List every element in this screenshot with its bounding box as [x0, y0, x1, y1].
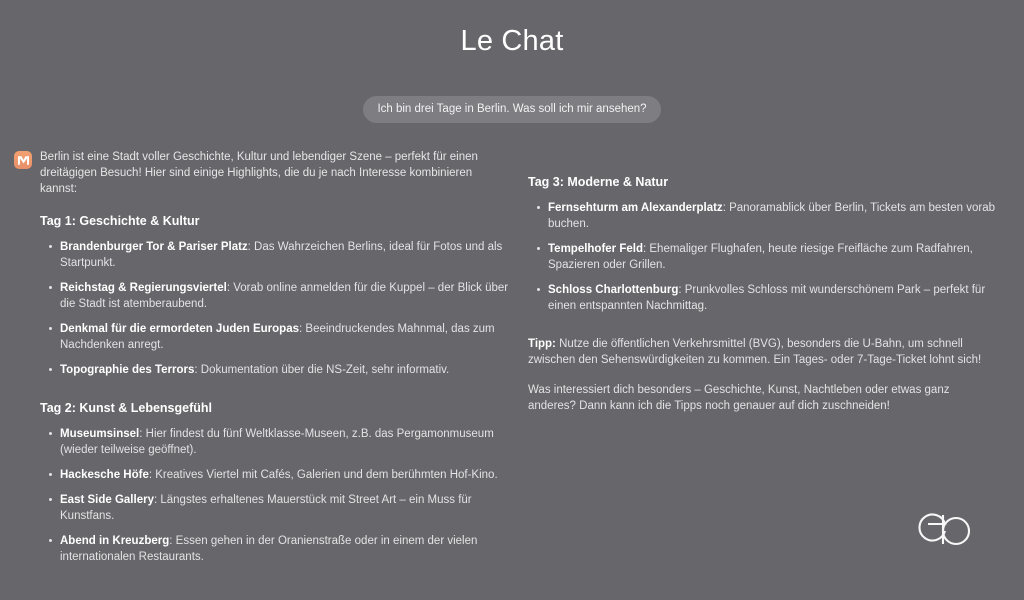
list-item-name: Topographie des Terrors: [60, 364, 195, 376]
assistant-message-body: [40, 149, 1010, 565]
itinerary-column-left: [40, 213, 510, 565]
list-item-desc: : Hier findest du fünf Weltklasse-Museen, z.B. das Pergamonmuseum (wieder teilweise geöffnet).: [60, 428, 494, 456]
list-item-name: East Side Gallery: [60, 494, 154, 506]
section-tag-1: [40, 213, 510, 378]
bullet-list-tag-1: [40, 239, 510, 378]
list-item: [40, 239, 510, 271]
list-item-name: Hackesche Höfe: [60, 469, 149, 481]
list-item: [40, 321, 510, 353]
list-item-desc: : Ehemaliger Flughafen, heute riesige Freifläche zum Radfahren, Spazieren oder Grillen.: [548, 243, 973, 271]
closing-question: Was interessiert dich besonders – Geschichte, Kunst, Nachtleben oder etwas ganz anderes? Dann kann ich die Tipps noch genauer auf dich zuschneiden!: [528, 384, 950, 412]
mistral-m-logo-icon: [14, 151, 32, 169]
list-item-desc: : Essen gehen in der Oranienstraße oder in einem der vielen internationalen Restaurants.: [60, 535, 478, 563]
eb-monogram-logo-icon: [916, 508, 980, 554]
user-message-bubble[interactable]: Ich bin drei Tage in Berlin. Was soll ich mir ansehen?: [363, 96, 660, 123]
list-item-name: Abend in Kreuzberg: [60, 535, 170, 547]
list-item: [528, 282, 998, 314]
list-item-desc: : Prunkvolles Schloss mit wunderschönem Park – perfekt für einen entspannten Nachmittag.: [548, 284, 986, 312]
list-item-name: Fernsehturm am Alexanderplatz: [548, 202, 723, 214]
list-item: [40, 467, 510, 483]
list-item: [40, 280, 510, 312]
list-item-desc: : Längstes erhaltenes Mauerstück mit Street Art – ein Muss für Kunstfans.: [60, 494, 472, 522]
list-item-desc: : Vorab online anmelden für die Kuppel – der Blick über die Stadt ist atemberaubend.: [60, 282, 509, 310]
section-title-tag-1: Tag 1: Geschichte & Kultur: [40, 214, 200, 228]
list-item-desc: : Panoramablick über Berlin, Tickets am besten vorab buchen.: [548, 202, 995, 230]
list-item-desc: : Dokumentation über die NS-Zeit, sehr informativ.: [194, 364, 450, 376]
tip-block: [528, 336, 998, 414]
assistant-intro-text: Berlin ist eine Stadt voller Geschichte, Kultur und lebendiger Szene – perfekt für einen dreitägigen Besuch! Hier sind einige Highlights, die du je nach Interesse kombinieren kannst:: [40, 151, 478, 195]
user-message-row: [0, 96, 1024, 123]
itinerary-columns: [40, 175, 1010, 565]
list-item-desc: : Kreatives Viertel mit Cafés, Galerien und dem berühmten Hof-Kino.: [148, 469, 498, 481]
list-item-name: Brandenburger Tor & Pariser Platz: [60, 241, 248, 253]
list-item: [40, 492, 510, 524]
list-item-name: Denkmal für die ermordeten Juden Europas: [60, 323, 300, 335]
tip-paragraph: [528, 336, 998, 368]
list-item-name: Schloss Charlottenburg: [548, 284, 679, 296]
section-tag-2: [40, 400, 510, 565]
page-title: Le Chat: [460, 25, 564, 57]
list-item: [40, 533, 510, 565]
section-tag-3: [528, 174, 998, 314]
section-title-tag-3: Tag 3: Moderne & Natur: [528, 175, 669, 189]
tip-text: Nutze die öffentlichen Verkehrsmittel (BVG), besonders die U-Bahn, um schnell zwischen den Sehenswürdigkeiten zu kommen. Ein Tages- oder 7-Tage-Ticket lohnt sich!: [528, 338, 982, 366]
list-item-name: Museumsinsel: [60, 428, 140, 440]
list-item-name: Tempelhofer Feld: [548, 243, 643, 255]
tip-label: Tipp:: [528, 338, 556, 350]
itinerary-column-right: [528, 174, 998, 565]
list-item: [528, 200, 998, 232]
bullet-list-tag-3: [528, 200, 998, 314]
section-title-tag-2: Tag 2: Kunst & Lebensgefühl: [40, 401, 212, 415]
list-item-name: Reichstag & Regierungsviertel: [60, 282, 227, 294]
bullet-list-tag-2: [40, 426, 510, 565]
list-item: [40, 362, 510, 378]
list-item-desc: : Das Wahrzeichen Berlins, ideal für Fotos und als Startpunkt.: [60, 241, 503, 269]
list-item: [40, 426, 510, 458]
list-item: [528, 241, 998, 273]
assistant-message-row: [0, 149, 1024, 565]
list-item-desc: : Beeindruckendes Mahnmal, das zum Nachdenken anregt.: [60, 323, 495, 351]
